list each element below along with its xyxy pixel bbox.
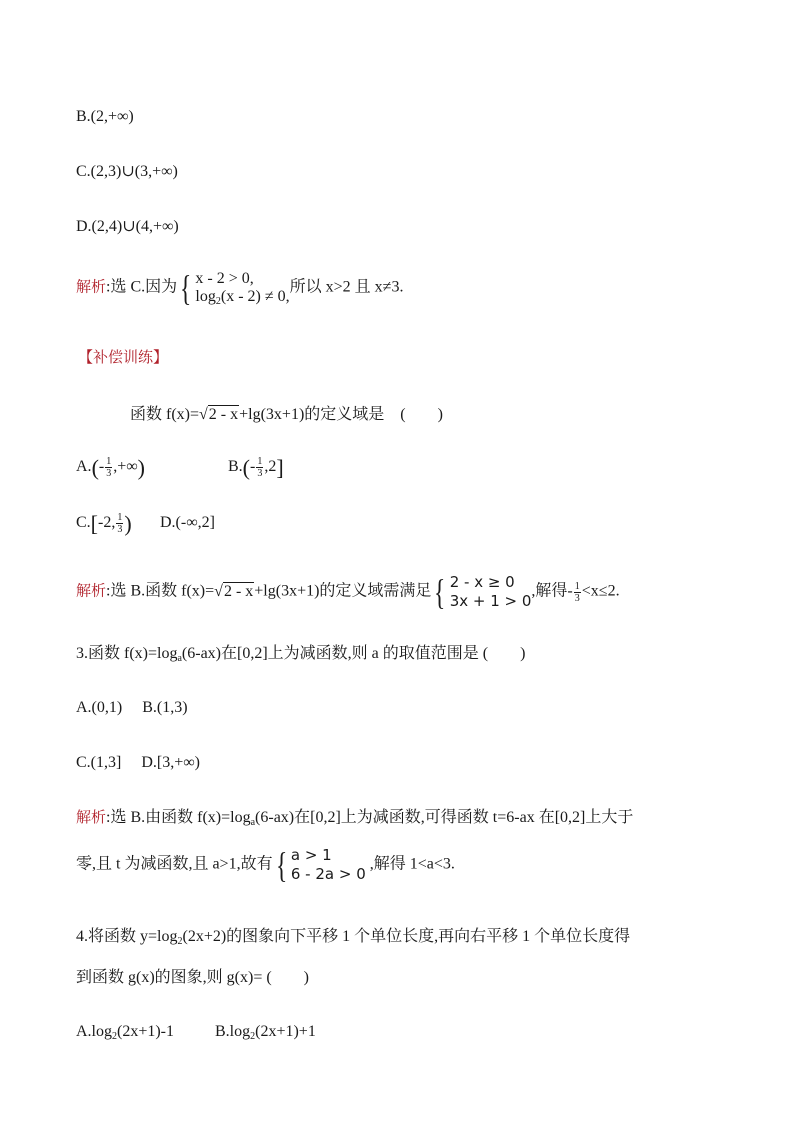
fraction: $\frac{1}{3}$ xyxy=(106,456,112,479)
question-4-line-1: 4.将函数 $y=\log_2(2x+2)$的图象向下平移 1 个单位长度,再向右平移 1 个单位长度得 xyxy=(76,928,631,947)
system-brace: { xyxy=(275,845,287,885)
question-4-line-2: 到函数 g(x)的图象,则 g(x)= ( ) xyxy=(76,969,309,986)
analysis-q2-tail: 所以 x>2 且 x≠3. xyxy=(289,278,404,296)
q3-options-ab: A.(0,1) B.(1,3) xyxy=(76,699,188,716)
system-brace: { xyxy=(434,572,446,612)
supp-option-b: B.(- $\frac{1}{3}$ ,2] xyxy=(228,454,284,480)
condition-row-1: x - 2 > 0, xyxy=(195,270,254,287)
option-c: C.(2,3)∪(3,+∞) xyxy=(76,163,178,180)
analysis-label: 解析 xyxy=(76,808,107,826)
q4-option-b: $B.\log_2(2x+1)+1$ xyxy=(215,1023,316,1042)
analysis-label: 解析 xyxy=(76,581,107,600)
option-d: D.(2,4)∪(4,+∞) xyxy=(76,218,179,235)
supp-option-c: C.[-2, $\frac{1}{3}$ ) xyxy=(76,510,132,536)
supp-question: 函数 f(x)=√2 - x+lg(3x+1)的定义域是 ( ) xyxy=(130,404,443,426)
q4-option-a: $A.\log_2(2x+1)-1$ xyxy=(76,1023,175,1042)
condition-system xyxy=(195,270,289,306)
condition-system: 2 - x ≥ 0 3x + 1 > 0 xyxy=(449,573,532,610)
analysis-supp: 解析:选 B.函数 f(x)=√2 - x+lg(3x+1)的定义域需满足{ 2 - x ≥ 0 3x + 1 > 0 ,解得- $\frac{1}{3}$ <x≤2. xyxy=(76,572,620,612)
fraction: $\frac{1}{3}$ xyxy=(574,580,580,604)
question-3: 3.函数 $f(x)=\log_a(6-ax)$在[0,2]上为减函数,则 a 的取值范围是 ( ) xyxy=(76,645,526,664)
system-brace: { xyxy=(180,268,192,308)
sqrt-expression: √2 - x xyxy=(214,582,254,600)
fraction: $\frac{1}{3}$ xyxy=(117,512,123,535)
supp-option-a: A.(- $\frac{1}{3}$ ,+∞) xyxy=(76,454,145,480)
analysis-q2-lead: :选 C.因为 xyxy=(106,278,178,296)
section-title: 【补偿训练】 xyxy=(78,348,169,366)
sqrt-expression: √2 - x xyxy=(199,406,239,423)
analysis-q2 xyxy=(76,270,403,306)
analysis-label: 解析 xyxy=(76,277,107,296)
option-b: B.(2,+∞) xyxy=(76,108,134,125)
condition-system: a > 1 6 - 2a > 0 xyxy=(290,846,366,883)
q3-options-cd: C.(1,3] D.[3,+∞) xyxy=(76,754,200,771)
analysis-q3-line-1: 解析:选 B.由函数 $f(x)=\log_a(6-ax)$在[0,2]上为减函数,可得函数 t=6-ax 在[0,2]上大于 xyxy=(76,808,634,828)
condition-row-2: $\log_2(x - 2) \ne 0$, xyxy=(195,288,290,307)
analysis-q3-line-2: 零,且 t 为减函数,且 a>1,故有{ a > 1 6 - 2a > 0 ,解得 1<a<3. xyxy=(76,845,455,885)
fraction: $\frac{1}{3}$ xyxy=(257,456,263,479)
supp-option-d: D.(-∞,2] xyxy=(160,514,215,531)
